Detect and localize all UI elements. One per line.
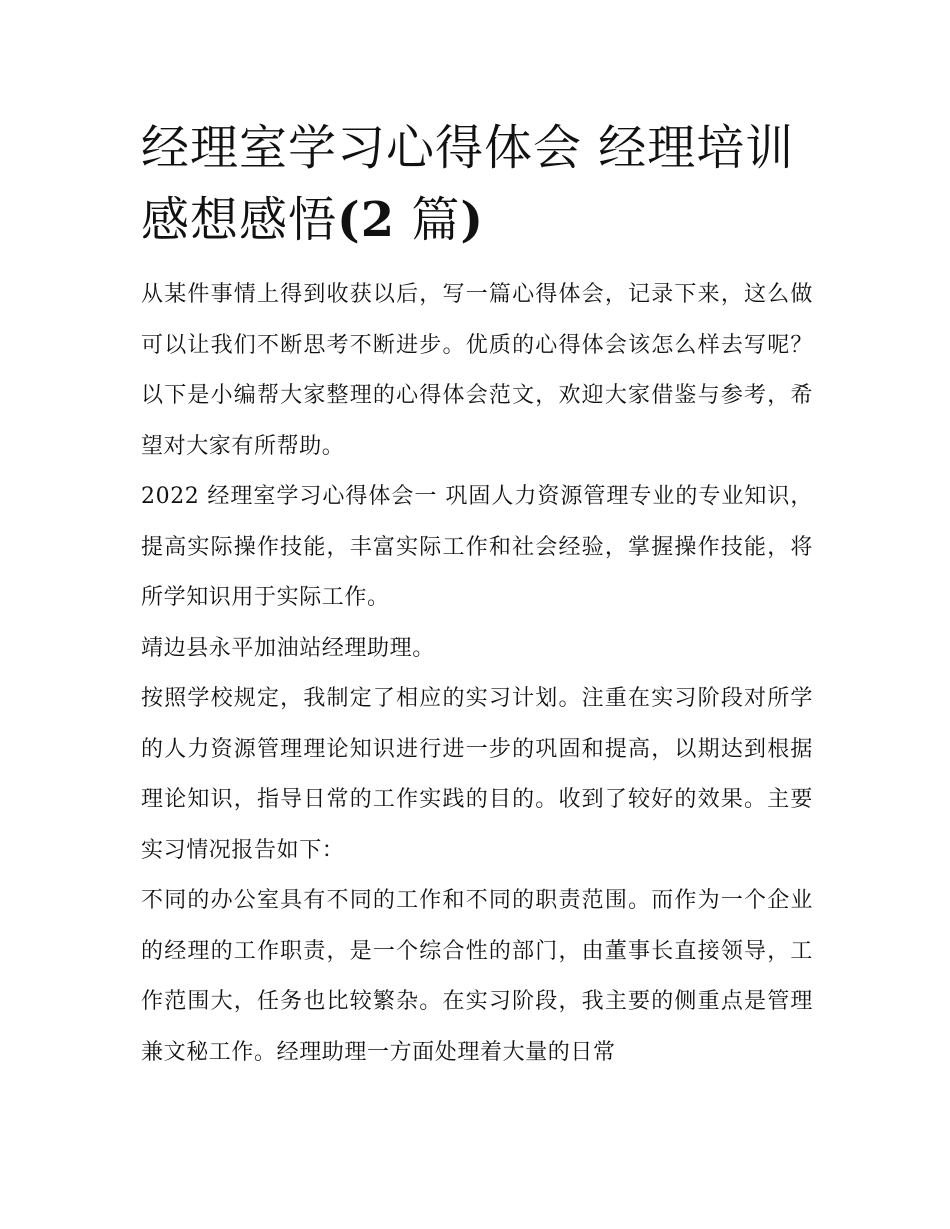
paragraph-intro: 从某件事情上得到收获以后，写一篇心得体会，记录下来，这么做可以让我们不断思考不断进步。优质的心得体会该怎么样去写呢？以下是小编帮大家整理的心得体会范文，欢迎大家借鉴与参考，希望对大家有所帮助。 [141,282,813,459]
paragraph-plan: 按照学校规定，我制定了相应的实习计划。注重在实习阶段对所学的人力资源管理理论知识进行进一步的巩固和提高，以期达到根据理论知识，指导日常的工作实践的目的。收到了较好的效果。主要实习情况报告如下： [141,686,813,863]
paragraph-goal: 2022 经理室学习心得体会一 巩固人力资源管理专业的专业知识，提高实际操作技能，丰富实际工作和社会经验，掌握操作技能，将所学知识用于实际工作。 [141,484,813,610]
title-line-2-strong: (2 [337,192,396,248]
paragraph-duties: 不同的办公室具有不同的工作和不同的职责范围。而作为一个企业的经理的工作职责，是一个综合性的部门，由董事长直接领导，工作范围大，任务也比较繁杂。在实习阶段，我主要的侧重点是管理兼文秘工作。经理助理一方面处理着大量的日常 [141,888,813,1065]
document-body [141,112,813,1078]
document-title [141,112,813,256]
title-line-1: 经理室学习心得体会 经理培训 [141,120,795,176]
title-line-2-mid: 篇 [395,192,461,248]
paragraph-position: 靖边县永平加油站经理助理。 [141,635,435,661]
title-line-2-prefix: 感想感悟 [141,192,338,248]
title-line-2-end: ) [460,192,485,248]
